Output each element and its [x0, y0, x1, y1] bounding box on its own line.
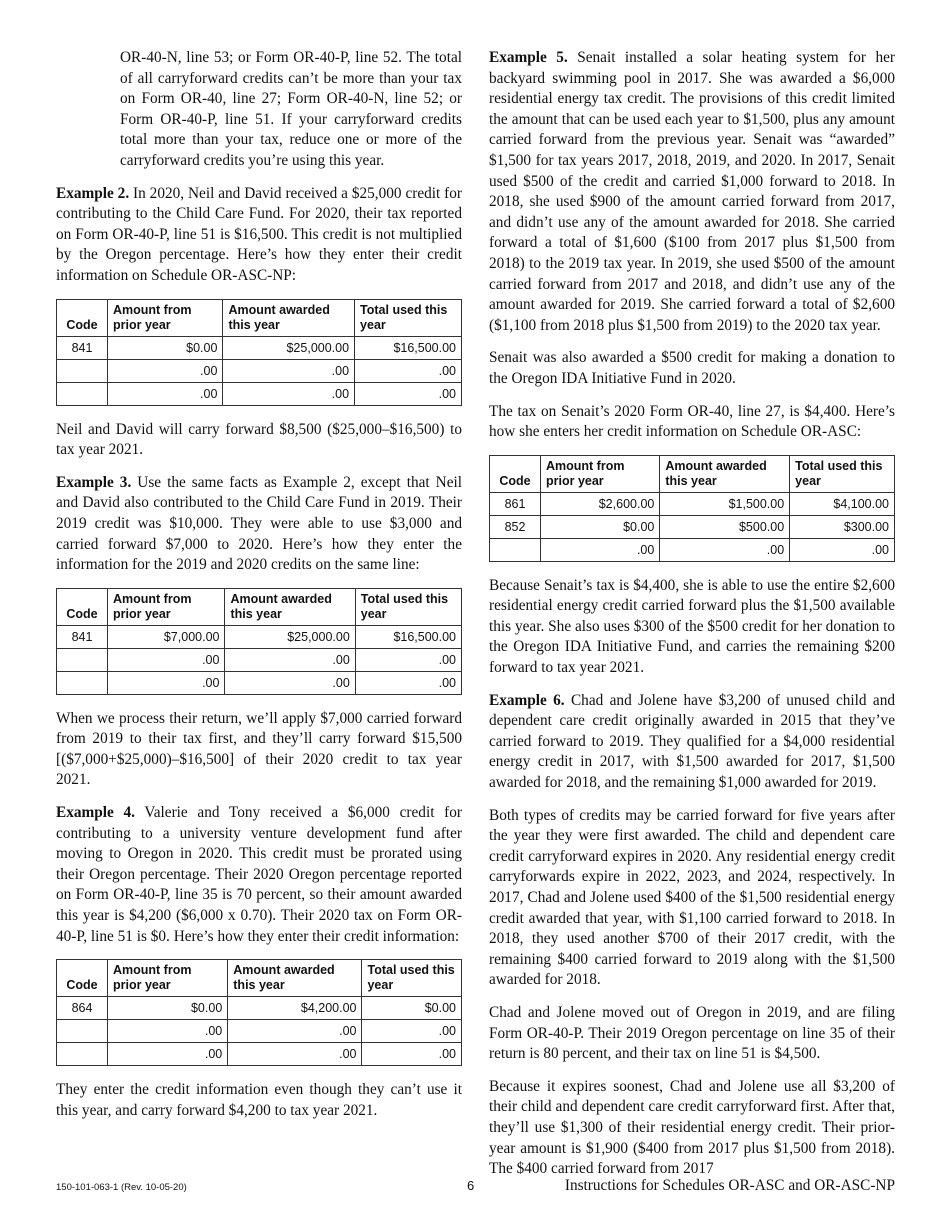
- example-2-label: Example 2.: [56, 184, 130, 202]
- amount-cell: .00: [355, 382, 462, 405]
- table-row: [57, 1020, 462, 1043]
- example-2-followup: Neil and David will carry forward $8,500 ($25,000–$16,500) to tax year 2021.: [56, 420, 462, 459]
- amount-cell: $25,000.00: [223, 336, 355, 359]
- code-cell: [57, 382, 108, 405]
- example-6-usage: Because it expires soonest, Chad and Jolene use all $3,200 of their child and dependent care credit carryforward first. After that, they’ll use $1,300 of their residential energy credit. Their prior-year amount is $1,900 ($400 from 2017 plus $1,500 from 2018). The $400 carried forward from 2017: [489, 1077, 895, 1178]
- column-header: Amount from prior year: [108, 299, 223, 336]
- code-cell: 841: [57, 625, 108, 648]
- table-row: [490, 492, 895, 515]
- document-title: Instructions for Schedules OR-ASC and OR-ASC-NP: [564, 1177, 895, 1194]
- table-header-row: [57, 960, 462, 997]
- example-5-donation: Senait was also awarded a $500 credit for making a donation to the Oregon IDA Initiative Fund in 2020.: [489, 349, 895, 387]
- amount-cell: $4,200.00: [228, 997, 362, 1020]
- column-header: Code: [57, 299, 108, 336]
- amount-cell: $0.00: [108, 997, 228, 1020]
- amount-cell: .00: [660, 538, 790, 561]
- column-header: Total used this year: [355, 299, 462, 336]
- example-5-paragraph: Example 5. Senait installed a solar heating system for her backyard swimming pool in 2017. She was awarded a $6,000 residential energy tax credit. The provisions of this credit limited the amount that can be used each year to $1,500, plus any amount carried forward from the previous year. Senait was “awarded” $1,500 for tax years 2017, 2018, 2019, and 2020. In 2017, Senait used $500 of the credit and carried $1,000 forward to 2018. In 2018, she used $900 of the amount carried forward from 2017, and didn’t use any of the amount awarded for 2018. She carried forward a total of $1,600 ($100 from 2017 plus $1,500 from 2018) to the 2019 tax year. In 2019, she used $500 of the amount carried forward from 2017 and 2018, and didn’t use any of the amount awarded for 2019. She carried forward a total of $2,600 ($1,100 from 2018 plus $1,500 from 2019) to the 2020 tax year.: [489, 49, 895, 334]
- table-row: [490, 515, 895, 538]
- continued-paragraph: OR-40-N, line 53; or Form OR-40-P, line 52. The total of all carryforward credits can’t be more than your tax on Form OR-40, line 27; Form OR-40-N, line 52; or Form OR-40-P, line 51. If your carryforward credits total more than your tax, reduce one or more of the carryforward credits you’re using this year.: [120, 49, 462, 169]
- amount-cell: .00: [223, 382, 355, 405]
- amount-cell: .00: [108, 382, 223, 405]
- column-header: Code: [57, 588, 108, 625]
- code-cell: 841: [57, 336, 108, 359]
- code-cell: 852: [490, 515, 541, 538]
- table-row: [57, 997, 462, 1020]
- column-header: Amount from prior year: [108, 960, 228, 997]
- example-3-followup: When we process their return, we’ll apply $7,000 carried forward from 2019 to their tax first, and they’ll carry forward $15,500 [($7,000+$25,000)–$16,500] of their 2020 credit to tax year 2021.: [56, 709, 462, 789]
- form-id: 150-101-063-1 (Rev. 10-05-20): [56, 1182, 187, 1193]
- amount-cell: .00: [362, 1020, 462, 1043]
- column-header: Amount awarded this year: [223, 299, 355, 336]
- amount-cell: .00: [225, 648, 355, 671]
- example-6-expiration: Both types of credits may be carried forward for five years after the year they were first awarded. The child and dependent care credit carryforward expires in 2020. Any residential energy credit carryforwards expire in 2022, 2023, and 2024, respectively. In 2017, Chad and Jolene used $400 of the $1,500 residential energy credit awarded that year, with $1,100 carried forward to 2018. In 2018, they used another $700 of their 2017 credit, with the remaining $400 carried forward to 2019 along with the $1,500 awarded for 2018.: [489, 806, 895, 989]
- code-cell: [57, 648, 108, 671]
- left-column: [56, 48, 462, 1133]
- code-cell: [490, 538, 541, 561]
- amount-cell: .00: [541, 538, 660, 561]
- table-row: [57, 648, 462, 671]
- code-cell: 864: [57, 997, 108, 1020]
- right-column: [489, 48, 895, 1192]
- amount-cell: .00: [108, 359, 223, 382]
- amount-cell: .00: [225, 671, 355, 694]
- example-5-label: Example 5.: [489, 49, 568, 66]
- amount-cell: .00: [228, 1020, 362, 1043]
- example-5-table: [489, 455, 895, 562]
- column-header: Amount awarded this year: [660, 455, 790, 492]
- example-5-tax: The tax on Senait’s 2020 Form OR-40, line 27, is $4,400. Here’s how she enters her credit information on Schedule OR-ASC:: [489, 402, 895, 441]
- table-row: [57, 336, 462, 359]
- column-header: Amount awarded this year: [225, 588, 355, 625]
- amount-cell: .00: [108, 1043, 228, 1066]
- amount-cell: .00: [355, 648, 461, 671]
- amount-cell: .00: [108, 648, 225, 671]
- table-row: [490, 538, 895, 561]
- column-header: Total used this year: [355, 588, 461, 625]
- column-header: Total used this year: [790, 455, 895, 492]
- code-cell: 861: [490, 492, 541, 515]
- amount-cell: .00: [355, 359, 462, 382]
- amount-cell: .00: [228, 1043, 362, 1066]
- example-2-table: [56, 299, 462, 406]
- amount-cell: $300.00: [790, 515, 895, 538]
- amount-cell: $0.00: [362, 997, 462, 1020]
- column-header: Code: [57, 960, 108, 997]
- code-cell: [57, 1020, 108, 1043]
- amount-cell: $16,500.00: [355, 336, 462, 359]
- example-6-paragraph: Example 6. Chad and Jolene have $3,200 of unused child and dependent care credit originally awarded in 2015 that they’ve carried forward to 2019. They qualified for a $4,000 residential energy credit in 2017, with $1,500 awarded for 2017, $1,500 awarded for 2018, and the remaining $1,000 awarded for 2019.: [489, 691, 895, 792]
- table-header-row: [490, 455, 895, 492]
- code-cell: [57, 671, 108, 694]
- amount-cell: .00: [223, 359, 355, 382]
- amount-cell: .00: [108, 1020, 228, 1043]
- example-4-paragraph: Example 4. Valerie and Tony received a $6,000 credit for contributing to a university venture development fund after moving to Oregon in 2020. This credit must be prorated using their Oregon percentage. Their 2020 Oregon percentage reported on Form OR-40-P, line 35 is 70 percent, so their amount awarded this year is $4,200 ($6,000 x 0.70). Their 2020 tax on Form OR-40-P, line 51 is $0. Here’s how they enter their credit information:: [56, 804, 462, 945]
- amount-cell: .00: [790, 538, 895, 561]
- example-4-table: [56, 959, 462, 1066]
- amount-cell: $1,500.00: [660, 492, 790, 515]
- example-2-paragraph: Example 2. In 2020, Neil and David received a $25,000 credit for contributing to the Child Care Fund. For 2020, their tax reported on Form OR-40-P, line 51 is $16,500. This credit is not multiplied by the Oregon percentage. Here’s how they enter their credit information on Schedule OR-ASC-NP:: [56, 184, 462, 284]
- page-number: 6: [467, 1178, 475, 1193]
- example-6-label: Example 6.: [489, 691, 565, 709]
- table-header-row: [57, 588, 462, 625]
- example-3-label: Example 3.: [56, 473, 132, 491]
- column-header: Amount from prior year: [108, 588, 225, 625]
- amount-cell: .00: [355, 671, 461, 694]
- example-4-label: Example 4.: [56, 804, 135, 822]
- amount-cell: $0.00: [541, 515, 660, 538]
- table-row: [57, 625, 462, 648]
- example-3-table: [56, 588, 462, 695]
- example-3-paragraph: Example 3. Use the same facts as Example 2, except that Neil and David also contributed to the Child Care Fund in 2019. Their 2019 credit was $10,000. They were able to use $3,000 and carried forward $7,000 to 2020. Here’s how they enter the information for the 2019 and 2020 credits on the same line:: [56, 473, 462, 574]
- amount-cell: .00: [108, 671, 225, 694]
- table-row: [57, 359, 462, 382]
- amount-cell: $16,500.00: [355, 625, 461, 648]
- table-row: [57, 671, 462, 694]
- amount-cell: $4,100.00: [790, 492, 895, 515]
- column-header: Code: [490, 455, 541, 492]
- amount-cell: $500.00: [660, 515, 790, 538]
- column-header: Amount awarded this year: [228, 960, 362, 997]
- table-row: [57, 1043, 462, 1066]
- column-header: Total used this year: [362, 960, 462, 997]
- page-footer: [56, 1178, 895, 1198]
- amount-cell: $7,000.00: [108, 625, 225, 648]
- example-4-followup: They enter the credit information even though they can’t use it this year, and carry forward $4,200 to tax year 2021.: [56, 1081, 462, 1119]
- amount-cell: $25,000.00: [225, 625, 355, 648]
- example-6-move: Chad and Jolene moved out of Oregon in 2019, and are filing Form OR-40-P. Their 2019 Oregon percentage on line 35 of their return is 80 percent, and their tax on line 51 is $4,500.: [489, 1003, 895, 1063]
- column-header: Amount from prior year: [541, 455, 660, 492]
- code-cell: [57, 1043, 108, 1066]
- amount-cell: $0.00: [108, 336, 223, 359]
- table-row: [57, 382, 462, 405]
- example-5-followup: Because Senait’s tax is $4,400, she is able to use the entire $2,600 residential energy credit carried forward plus the $1,500 available this year. She also uses $300 of the $500 credit for her donation to the Oregon IDA Initiative Fund, and carries the remaining $200 forward to tax year 2021.: [489, 576, 895, 677]
- code-cell: [57, 359, 108, 382]
- table-header-row: [57, 299, 462, 336]
- amount-cell: .00: [362, 1043, 462, 1066]
- amount-cell: $2,600.00: [541, 492, 660, 515]
